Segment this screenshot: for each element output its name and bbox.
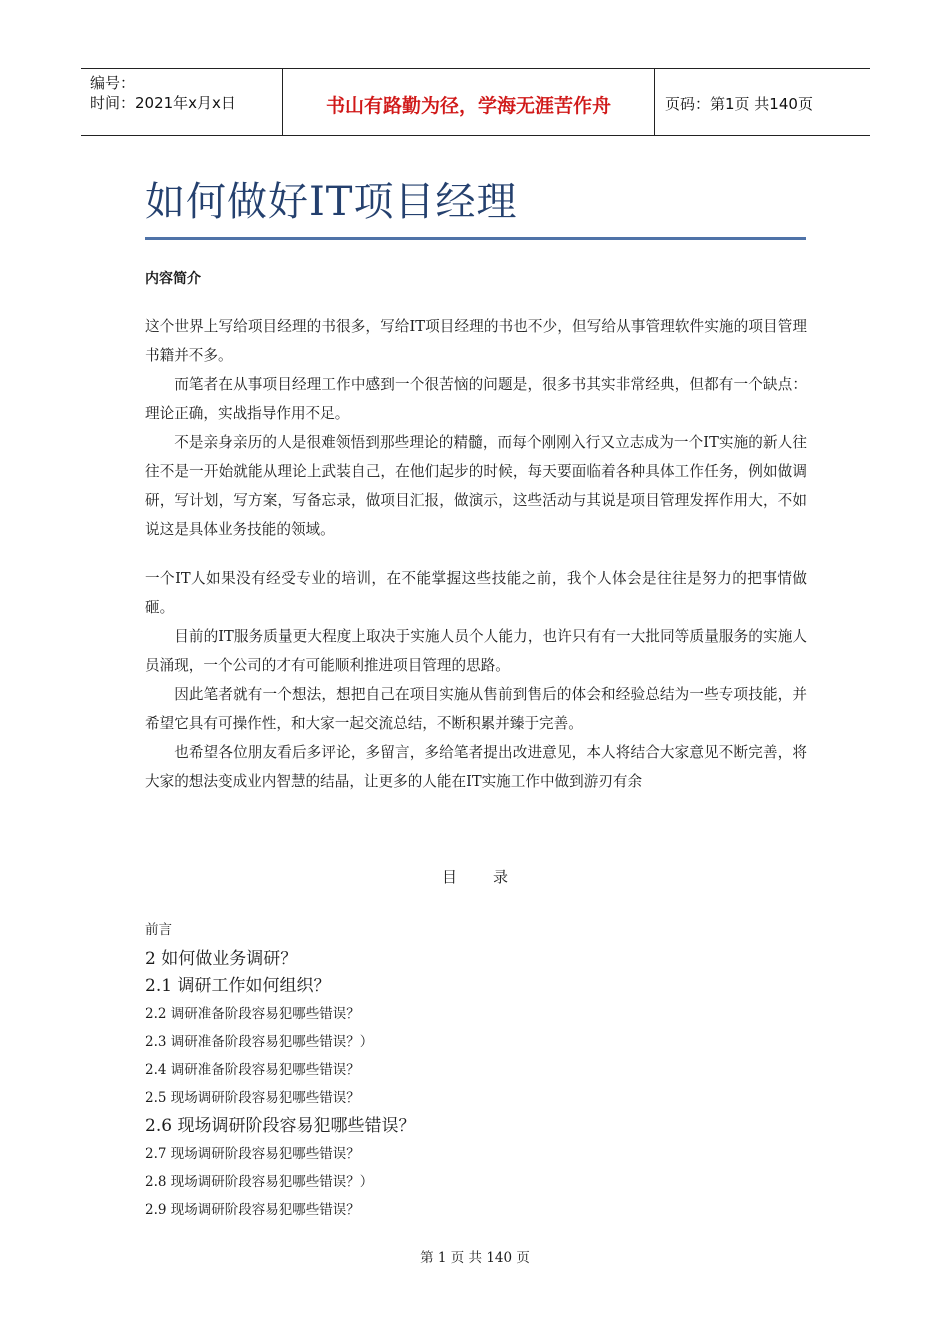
header-table xyxy=(81,68,870,136)
code-label: 编号： xyxy=(90,74,136,92)
paragraph: 目前的IT服务质量更大程度上取决于实施人员个人能力，也许只有有一大批同等质量服务的实施人员涌现，一个公司的才有可能顺利推进项目管理的思路。 xyxy=(145,628,807,674)
toc-item[interactable]: 2.2 调研准备阶段容易犯哪些错误？ xyxy=(145,1006,360,1022)
toc-item[interactable]: 2.7 现场调研阶段容易犯哪些错误？ xyxy=(145,1146,360,1162)
paragraph: 这个世界上写给项目经理的书很多，写给IT项目经理的书也不少，但写给从事管理软件实施的项目管理书籍并不多。 xyxy=(145,318,807,364)
paragraph: 因此笔者就有一个想法，想把自己在项目实施从售前到售后的体会和经验总结为一些专项技能，并希望它具有可操作性，和大家一起交流总结，不断积累并臻于完善。 xyxy=(145,686,807,732)
paragraph: 不是亲身亲历的人是很难领悟到那些理论的精髓，而每个刚刚入行又立志成为一个IT实施的新人往往不是一开始就能从理论上武装自己，在他们起步的时候，每天要面临着各种具体工作任务，例如做调研，写计划，写方案，写备忘录，做项目汇报，做演示，这些活动与其说是项目管理发挥作用大，不如说这是具体业务技能的领域。 xyxy=(145,434,807,538)
toc-item[interactable]: 2.9 现场调研阶段容易犯哪些错误？ xyxy=(145,1202,360,1218)
header-meta-cell xyxy=(81,69,282,135)
toc-heading: 目录 xyxy=(441,868,544,886)
toc-item[interactable]: 2.5 现场调研阶段容易犯哪些错误？ xyxy=(145,1090,360,1106)
header-page-cell xyxy=(655,69,870,135)
toc-item[interactable]: 2.1 调研工作如何组织？ xyxy=(145,976,331,996)
paragraph: 一个IT人如果没有经受专业的培训，在不能掌握这些技能之前，我个人体会是往往是努力的把事情做砸。 xyxy=(145,570,807,616)
paragraph: 而笔者在从事项目经理工作中感到一个很苦恼的问题是，很多书其实非常经典，但都有一个缺点：理论正确，实战指导作用不足。 xyxy=(145,376,807,422)
toc-item[interactable]: 2 如何做业务调研？ xyxy=(145,949,298,969)
toc-item[interactable]: 2.6 现场调研阶段容易犯哪些错误？ xyxy=(145,1116,416,1136)
intro-heading: 内容简介 xyxy=(145,271,201,287)
page-footer: 第 1 页 共 140 页 xyxy=(420,1250,530,1266)
toc-item[interactable]: 前言 xyxy=(145,922,172,938)
toc-item[interactable]: 2.3 调研准备阶段容易犯哪些错误？） xyxy=(145,1034,374,1050)
document-title: 如何做好IT项目经理 xyxy=(145,179,518,225)
date-label: 时间：2021年x月x日 xyxy=(90,94,236,112)
header-motto-cell xyxy=(282,69,655,135)
page-label: 页码：第1页 共140页 xyxy=(665,94,813,113)
motto-text: 书山有路勤为径，学海无涯苦作舟 xyxy=(325,94,611,117)
toc-item[interactable]: 2.8 现场调研阶段容易犯哪些错误？） xyxy=(145,1174,374,1190)
title-underline xyxy=(145,237,806,240)
toc-item[interactable]: 2.4 调研准备阶段容易犯哪些错误？ xyxy=(145,1062,360,1078)
paragraph: 也希望各位朋友看后多评论，多留言，多给笔者提出改进意见，本人将结合大家意见不断完善，将大家的想法变成业内智慧的结晶，让更多的人能在IT实施工作中做到游刃有余 xyxy=(145,744,807,790)
